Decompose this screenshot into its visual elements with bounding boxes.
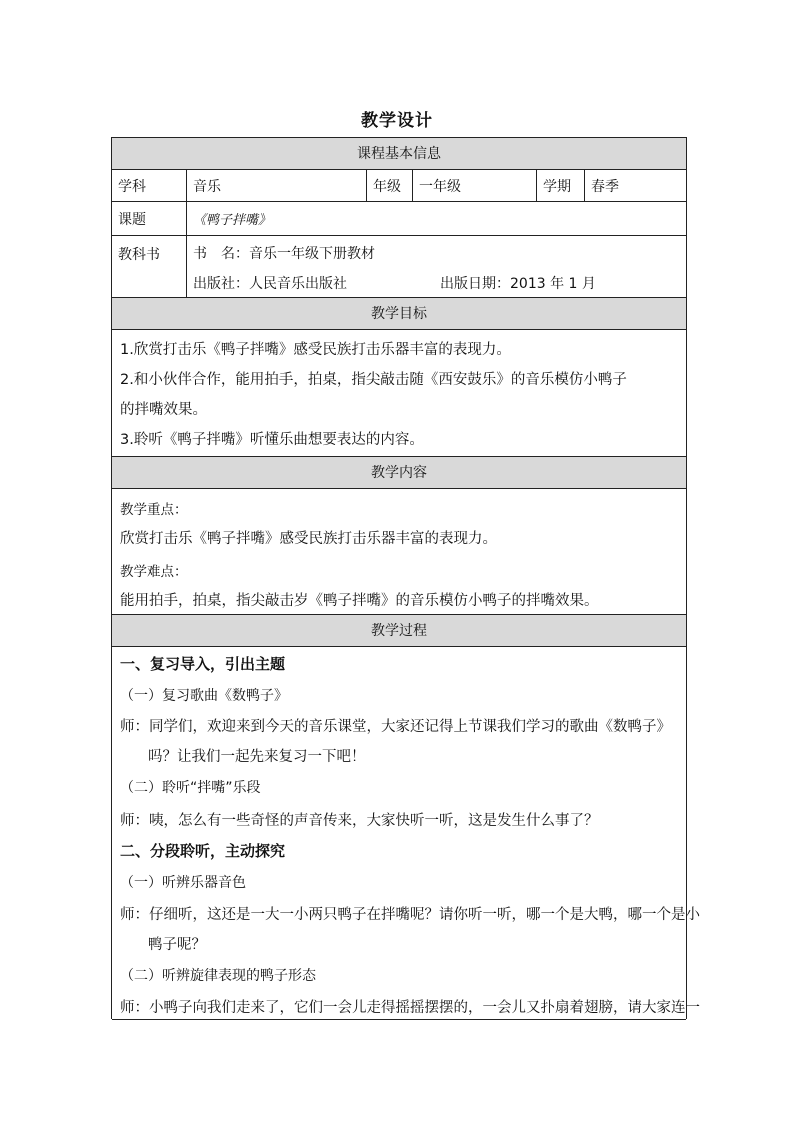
publisher: 出版社：人民音乐出版社 (193, 276, 347, 292)
publish-date: 出版日期：2013 年 1 月 (440, 276, 596, 292)
section-1-item-1: （一）复习歌曲《数鸭子》 (120, 688, 288, 704)
topic-value: 《鸭子拌嘴》 (186, 202, 688, 235)
section-1-text-1a: 师：同学们，欢迎来到今天的音乐课堂，大家还记得上节课我们学习的歌曲《数鸭子》 (120, 719, 671, 735)
grade-label: 年级 (366, 170, 412, 201)
difficult-point-label: 教学难点： (120, 564, 188, 580)
document-title: 教学设计 (361, 111, 433, 131)
subject-label: 学科 (118, 178, 146, 195)
section-1-text-2: 师：咦，怎么有一些奇怪的声音传来，大家快听一听，这是发生什么事了？ (120, 813, 599, 829)
content-body (112, 489, 686, 615)
book-name: 书 名：音乐一年级下册教材 (193, 246, 375, 262)
objectives-body (112, 330, 686, 457)
section-1-heading: 一、复习导入，引出主题 (120, 655, 286, 673)
topic-label: 课题 (118, 211, 146, 228)
textbook-label: 教科书 (118, 247, 160, 263)
section-2-text-1a: 师：仔细听，这还是一大一小两只鸭子在拌嘴呢？请你听一听，哪一个是大鸭，哪一个是小 (120, 907, 700, 923)
subject-value: 音乐 (186, 170, 366, 201)
section-1-text-1b: 吗？让我们一起先来复习一下吧！ (148, 749, 366, 765)
section-2-text-2: 师：小鸭子向我们走来了，它们一会儿走得摇摇摆摆的，一会儿又扑扇着翅膀，请大家连一 (120, 1000, 700, 1016)
section-2-item-2: （二）听辨旋律表现的鸭子形态 (120, 968, 316, 984)
textbook-row (112, 236, 686, 298)
basic-info-header: 课程基本信息 (112, 138, 686, 170)
term-label: 学期 (536, 170, 584, 201)
content-header: 教学内容 (112, 457, 686, 489)
objectives-header: 教学目标 (112, 298, 686, 330)
grade-value: 一年级 (412, 170, 536, 201)
process-body (112, 647, 700, 1020)
subject-row (112, 170, 686, 202)
textbook-info (186, 236, 688, 297)
section-2-heading: 二、分段聆听，主动探究 (120, 842, 286, 860)
term-value: 春季 (584, 170, 688, 201)
objective-2-line-a: 2.和小伙伴合作，能用拍手，拍桌，指尖敲击随《西安鼓乐》的音乐模仿小鸭子 (120, 372, 627, 388)
objective-3: 3.聆听《鸭子拌嘴》听懂乐曲想要表达的内容。 (120, 432, 424, 448)
difficult-point-text: 能用拍手，拍桌，指尖敲击岁《鸭子拌嘴》的音乐模仿小鸭子的拌嘴效果。 (120, 593, 599, 609)
section-2-item-1: （一）听辨乐器音色 (120, 875, 246, 891)
section-1-item-2: （二）聆听“拌嘴”乐段 (120, 780, 261, 796)
process-header: 教学过程 (112, 615, 686, 647)
lesson-plan-table (111, 137, 700, 1019)
key-point-label: 教学重点： (120, 502, 188, 518)
objective-2-line-b: 的拌嘴效果。 (120, 402, 207, 418)
section-2-text-1b: 鸭子呢？ (148, 937, 206, 953)
objective-1: 1.欣赏打击乐《鸭子拌嘴》感受民族打击乐器丰富的表现力。 (120, 342, 511, 358)
topic-row (112, 202, 686, 236)
key-point-text: 欣赏打击乐《鸭子拌嘴》感受民族打击乐器丰富的表现力。 (120, 531, 497, 547)
